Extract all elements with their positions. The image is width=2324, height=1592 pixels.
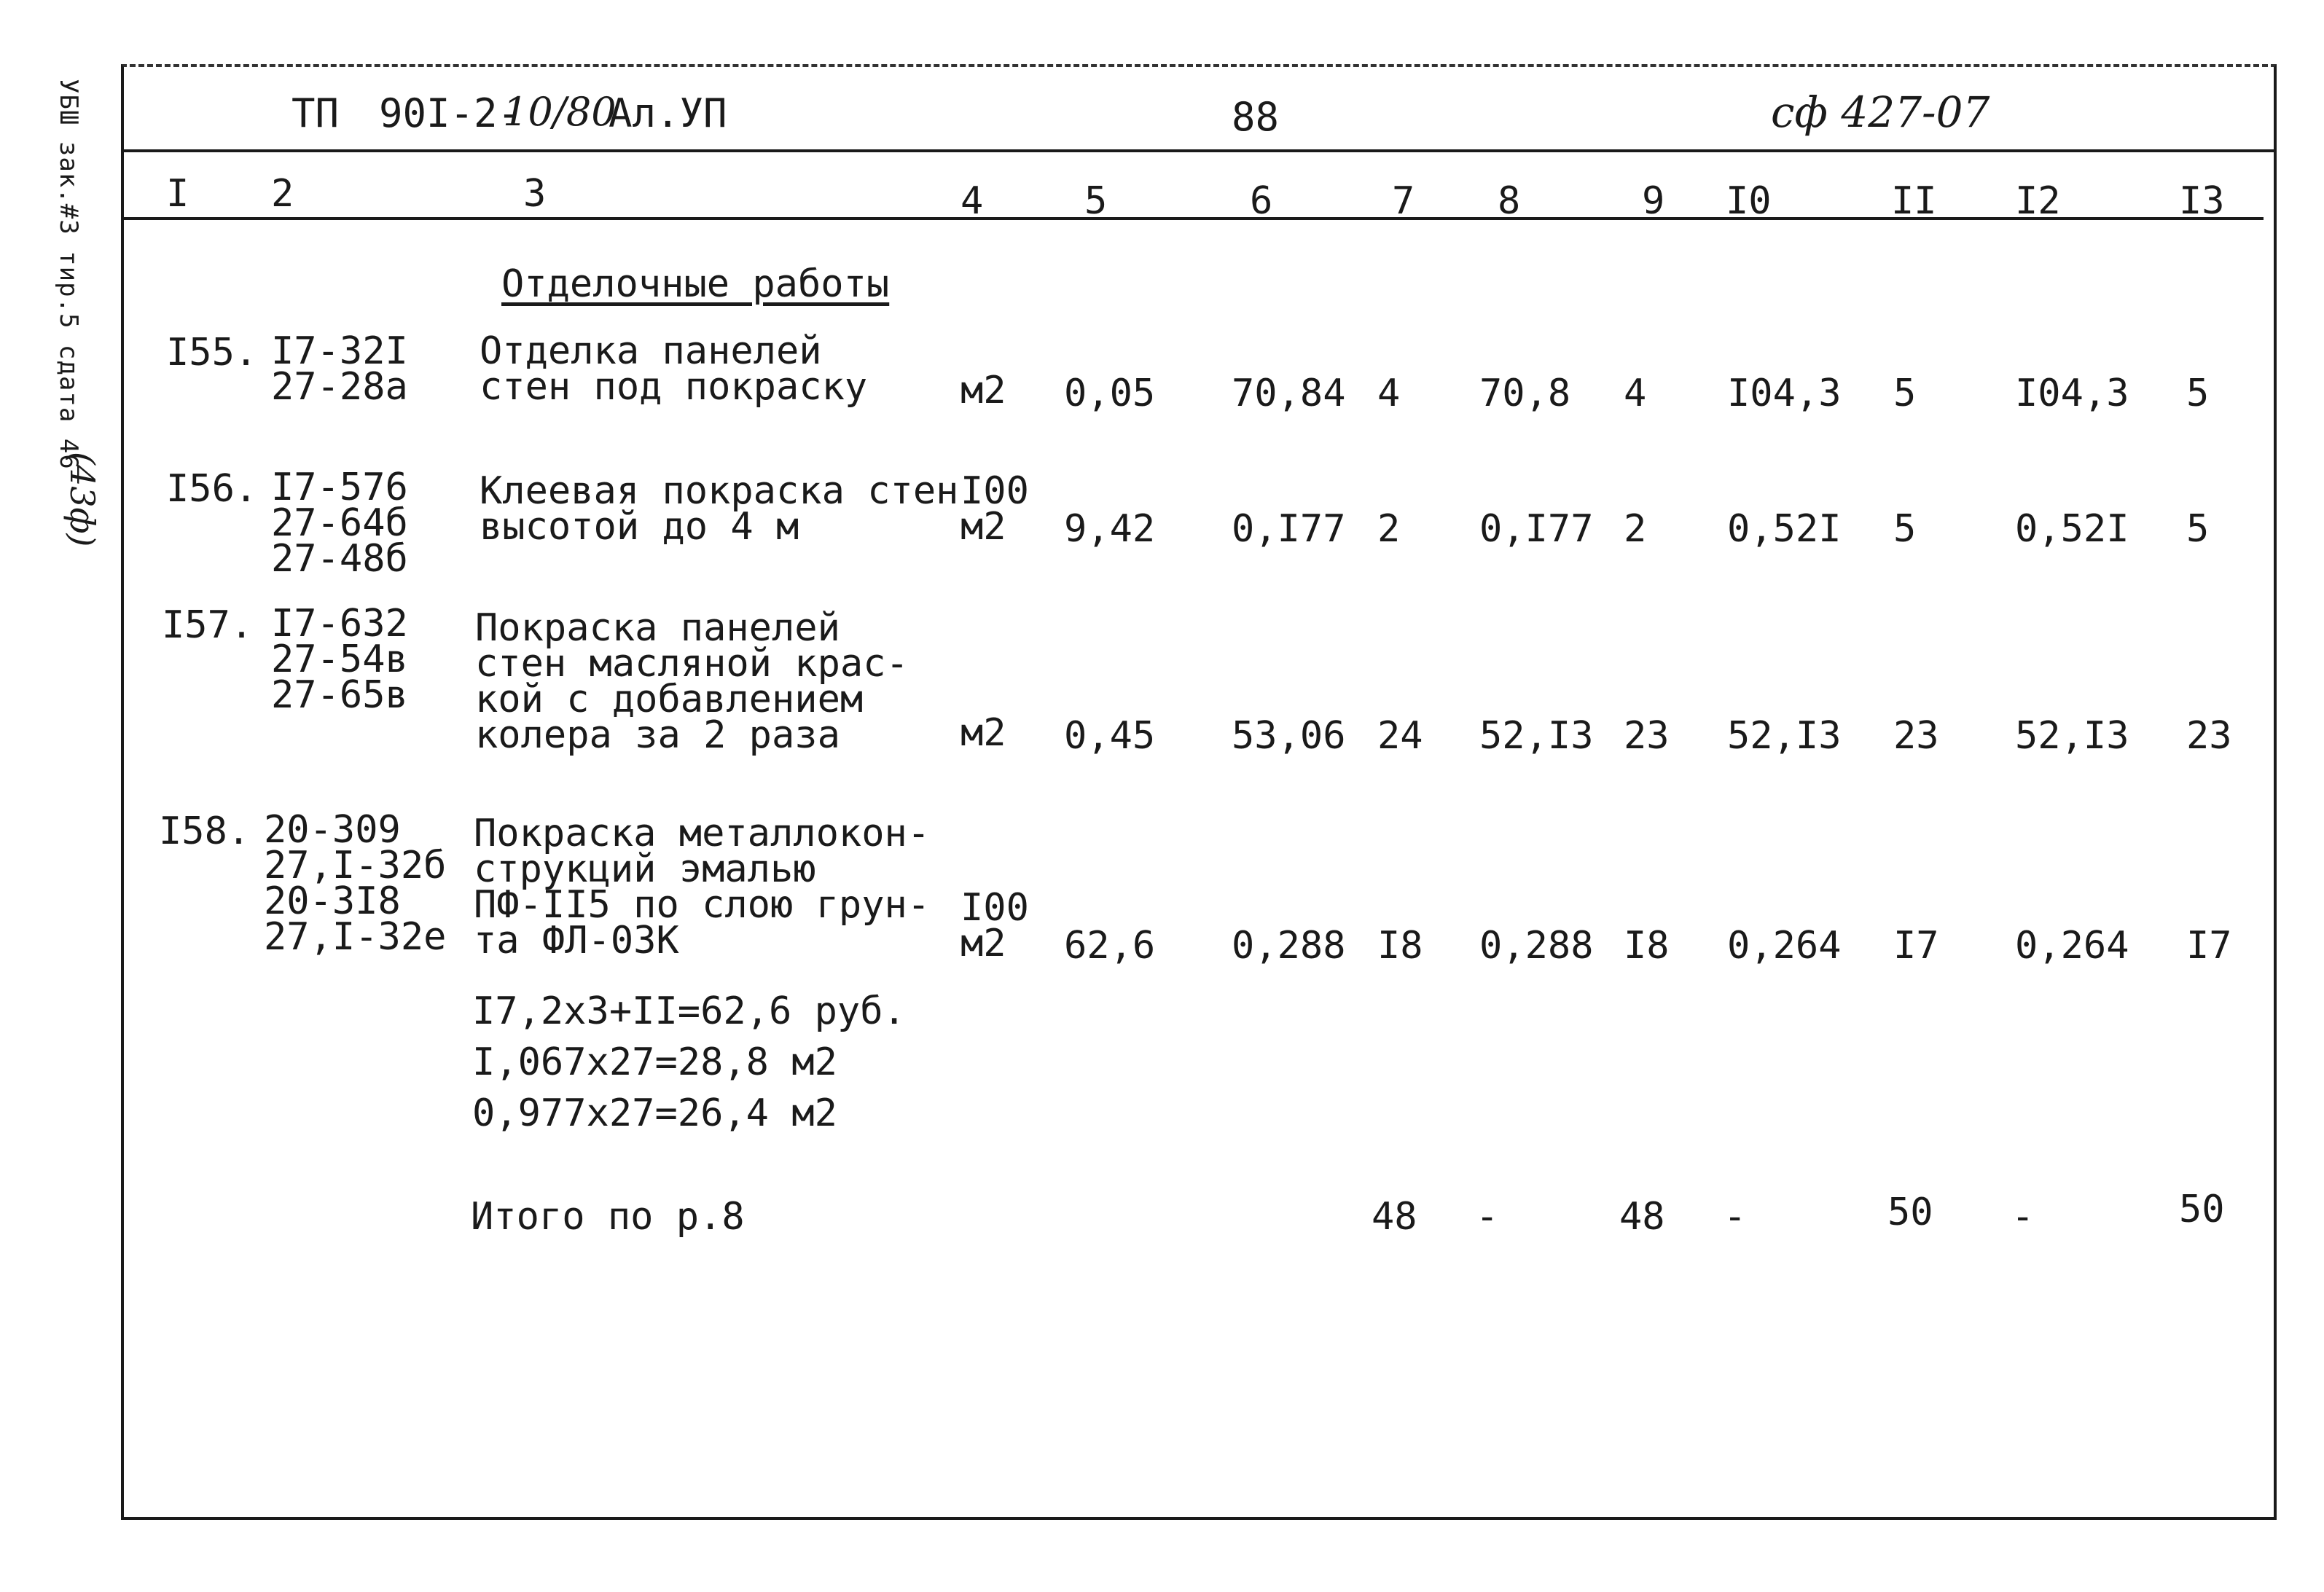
cell-col6: 70,84 bbox=[1232, 372, 1346, 415]
cell-col11: 5 bbox=[1893, 372, 1917, 415]
cell-col12: 0,52I bbox=[2015, 507, 2129, 551]
cell-col7: I8 bbox=[1377, 924, 1423, 968]
calc-note: 0,977x27=26,4 м2 bbox=[472, 1091, 837, 1135]
total-col10: - bbox=[1724, 1195, 1747, 1239]
cell-col5: 0,05 bbox=[1064, 372, 1156, 415]
cell-col5: 62,6 bbox=[1064, 924, 1156, 968]
row-unit: I00 м2 bbox=[960, 469, 1029, 549]
row-number: I57. bbox=[162, 603, 254, 647]
column-header-3: 3 bbox=[523, 172, 547, 216]
cell-col5: 9,42 bbox=[1064, 507, 1156, 551]
cell-col11: I7 bbox=[1893, 924, 1939, 968]
column-header-5: 5 bbox=[1084, 179, 1108, 223]
cell-col12: I04,3 bbox=[2015, 372, 2129, 415]
cell-col13: I7 bbox=[2186, 924, 2232, 968]
side-stamp-handwritten: (43ф) bbox=[63, 452, 102, 547]
cell-col7: 4 bbox=[1377, 372, 1401, 415]
column-header-divider bbox=[121, 217, 2264, 220]
cell-col12: 52,I3 bbox=[2015, 714, 2129, 758]
row-codes: I7-576 27-64б 27-48б bbox=[271, 466, 408, 581]
row-number: I56. bbox=[166, 467, 258, 511]
cell-col8: 70,8 bbox=[1479, 372, 1571, 415]
doc-code: 90I-2- bbox=[379, 90, 522, 136]
column-header-1: I bbox=[166, 172, 189, 216]
total-col9: 48 bbox=[1619, 1195, 1665, 1239]
cell-col8: 0,I77 bbox=[1479, 507, 1594, 551]
cell-col5: 0,45 bbox=[1064, 714, 1156, 758]
cell-col10: 52,I3 bbox=[1727, 714, 1842, 758]
page-frame bbox=[121, 64, 2277, 1520]
doc-code-handwritten: 10/80 bbox=[503, 89, 617, 135]
column-header-11: II bbox=[1891, 179, 1937, 223]
total-col11: 50 bbox=[1887, 1191, 1933, 1234]
cell-col10: 0,264 bbox=[1727, 924, 1842, 968]
row-codes: I7-32I 27-28а bbox=[271, 329, 408, 409]
column-header-2: 2 bbox=[271, 172, 294, 216]
doc-suffix: Ал.УП bbox=[609, 90, 727, 136]
column-header-10: I0 bbox=[1726, 179, 1772, 223]
column-header-4: 4 bbox=[960, 179, 984, 223]
row-description: Клеевая покраска стен высотой до 4 м bbox=[480, 469, 959, 549]
cell-col13: 23 bbox=[2186, 714, 2232, 758]
total-col8: - bbox=[1476, 1195, 1499, 1239]
cell-col10: 0,52I bbox=[1727, 507, 1842, 551]
sheet-reference: сф 427-07 bbox=[1771, 87, 1990, 137]
column-header-8: 8 bbox=[1498, 179, 1521, 223]
row-description: Покраска металлокон- струкций эмалью ПФ-II5 по слою грун- та ФЛ-03К bbox=[474, 812, 931, 962]
column-header-6: 6 bbox=[1250, 179, 1273, 223]
section-title: Отделочные работы bbox=[501, 262, 890, 306]
row-description: Покраска панелей стен масляной крас- кой с добавлением колера за 2 раза bbox=[475, 606, 909, 757]
cell-col7: 24 bbox=[1377, 714, 1423, 758]
doc-prefix: ТП bbox=[292, 90, 340, 136]
cell-col7: 2 bbox=[1377, 507, 1401, 551]
cell-col12: 0,264 bbox=[2015, 924, 2129, 968]
cell-col9: 2 bbox=[1624, 507, 1647, 551]
row-unit: I00 м2 bbox=[960, 886, 1029, 965]
cell-col6: 0,288 bbox=[1232, 924, 1346, 968]
column-header-13: I3 bbox=[2179, 179, 2225, 223]
row-number: I58. bbox=[159, 809, 251, 853]
cell-col8: 52,I3 bbox=[1479, 714, 1594, 758]
column-header-9: 9 bbox=[1642, 179, 1665, 223]
cell-col9: 23 bbox=[1624, 714, 1670, 758]
cell-col11: 5 bbox=[1893, 507, 1917, 551]
header-divider bbox=[121, 149, 2277, 152]
column-header-12: I2 bbox=[2015, 179, 2061, 223]
row-number: I55. bbox=[166, 331, 258, 375]
row-description: Отделка панелей стен под покраску bbox=[480, 329, 868, 409]
total-col12: - bbox=[2011, 1195, 2035, 1239]
cell-col13: 5 bbox=[2186, 372, 2210, 415]
total-col13: 50 bbox=[2179, 1188, 2225, 1231]
row-codes: I7-632 27-54в 27-65в bbox=[271, 602, 408, 717]
calc-note: I,067x27=28,8 м2 bbox=[472, 1040, 837, 1084]
cell-col6: 0,I77 bbox=[1232, 507, 1346, 551]
cell-col9: 4 bbox=[1624, 372, 1647, 415]
cell-col6: 53,06 bbox=[1232, 714, 1346, 758]
row-codes: 20-309 27,I-32б 20-3I8 27,I-32е bbox=[264, 808, 447, 959]
column-header-7: 7 bbox=[1392, 179, 1415, 223]
cell-col10: I04,3 bbox=[1727, 372, 1842, 415]
side-stamp: УБШ зак.#3 тир.5 сдата 46 bbox=[54, 79, 83, 470]
calc-note: I7,2x3+II=62,6 руб. bbox=[472, 989, 906, 1033]
cell-col13: 5 bbox=[2186, 507, 2210, 551]
total-col7: 48 bbox=[1372, 1195, 1417, 1239]
page-number: 88 bbox=[1232, 94, 1280, 140]
cell-col8: 0,288 bbox=[1479, 924, 1594, 968]
cell-col9: I8 bbox=[1624, 924, 1670, 968]
total-label: Итого по р.8 bbox=[471, 1195, 745, 1239]
row-unit: м2 bbox=[960, 369, 1006, 412]
row-unit: м2 bbox=[960, 711, 1006, 755]
cell-col11: 23 bbox=[1893, 714, 1939, 758]
